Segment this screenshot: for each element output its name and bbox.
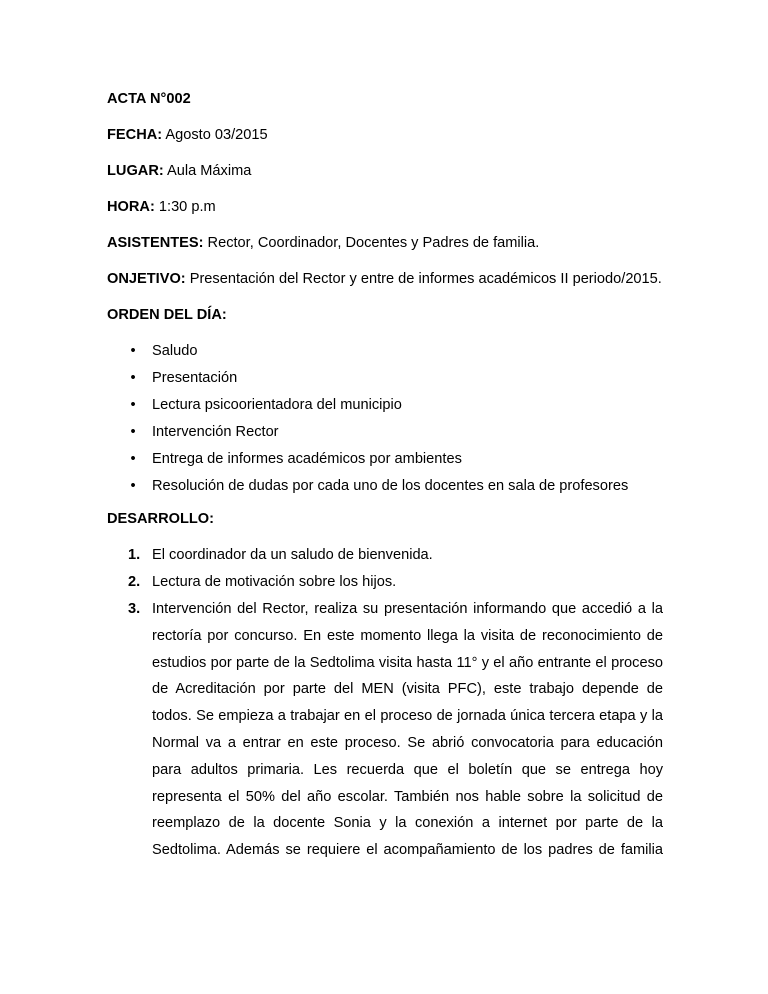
document-page (107, 86, 663, 864)
desarrollo-heading: DESARROLLO: (107, 511, 215, 527)
hora-field (107, 194, 663, 220)
desarrollo-list (107, 542, 663, 864)
fecha-label: FECHA: (107, 127, 163, 143)
bullet-icon: • (130, 424, 136, 440)
bullet-icon: • (130, 343, 136, 359)
fecha-field (107, 122, 663, 148)
lugar-label: LUGAR: (107, 163, 164, 179)
hora-label: HORA: (107, 199, 155, 215)
asistentes-field (107, 230, 663, 256)
list-item (107, 392, 663, 419)
step-text: Lectura de motivación sobre los hijos. (152, 574, 397, 590)
step-number: 2. (128, 574, 141, 590)
asistentes-label: ASISTENTES: (107, 235, 204, 251)
list-item (107, 596, 663, 864)
acta-title-text: ACTA N°002 (107, 91, 191, 107)
step-number: 3. (128, 601, 141, 617)
lugar-field (107, 158, 663, 184)
orden-item-text: Saludo (152, 343, 198, 359)
orden-item-text: Entrega de informes académicos por ambientes (152, 451, 462, 467)
orden-item-text: Presentación (152, 370, 238, 386)
bullet-icon: • (130, 370, 136, 386)
objetivo-label: ONJETIVO: (107, 271, 186, 287)
step-number: 1. (128, 547, 141, 563)
list-item (107, 338, 663, 365)
hora-value: 1:30 p.m (154, 199, 216, 215)
list-item (107, 419, 663, 446)
list-item (107, 473, 663, 500)
asistentes-value: Rector, Coordinador, Docentes y Padres de familia. (203, 235, 540, 251)
list-item (107, 446, 663, 473)
objetivo-value: Presentación del Rector y entre de informes académicos II periodo/2015. (185, 271, 662, 287)
bullet-icon: • (130, 451, 136, 467)
list-item (107, 365, 663, 392)
orden-item-text: Resolución de dudas por cada uno de los docentes en sala de profesores (152, 478, 629, 494)
orden-list (107, 338, 663, 500)
orden-heading: ORDEN DEL DÍA: (107, 307, 227, 323)
fecha-value: Agosto 03/2015 (162, 127, 268, 143)
objetivo-field (107, 266, 663, 292)
orden-item-text: Intervención Rector (152, 424, 279, 440)
orden-item-text: Lectura psicoorientadora del municipio (152, 397, 402, 413)
bullet-icon: • (130, 397, 136, 413)
list-item (107, 569, 663, 595)
bullet-icon: • (130, 478, 136, 494)
lugar-value: Aula Máxima (163, 163, 252, 179)
step-text: Intervención del Rector, realiza su presentación informando que accedió a la rectoría por concurso. En este momento llega la visita de reconocimiento de estudios por parte de la Sedtolima visita hasta 11° y el año entrante el proceso de Acreditación por parte del MEN (visita PFC), este trabajo depende de todos. Se empieza a trabajar en el proceso de jornada única tercera etapa y la Normal va a entrar en este proceso. Se abrió convocatoria para educación para adultos primaria. Les recuerda que el boletín que se entrega hoy representa el 50% del año escolar. También nos hable sobre la solicitud de reemplazo de la docente Sonia y la conexión a internet por parte de la Sedtolima. Además se requiere el acompañamiento de los padres de familia (152, 601, 663, 859)
acta-title (107, 86, 663, 112)
step-text: El coordinador da un saludo de bienvenida. (152, 547, 433, 563)
list-item (107, 542, 663, 568)
